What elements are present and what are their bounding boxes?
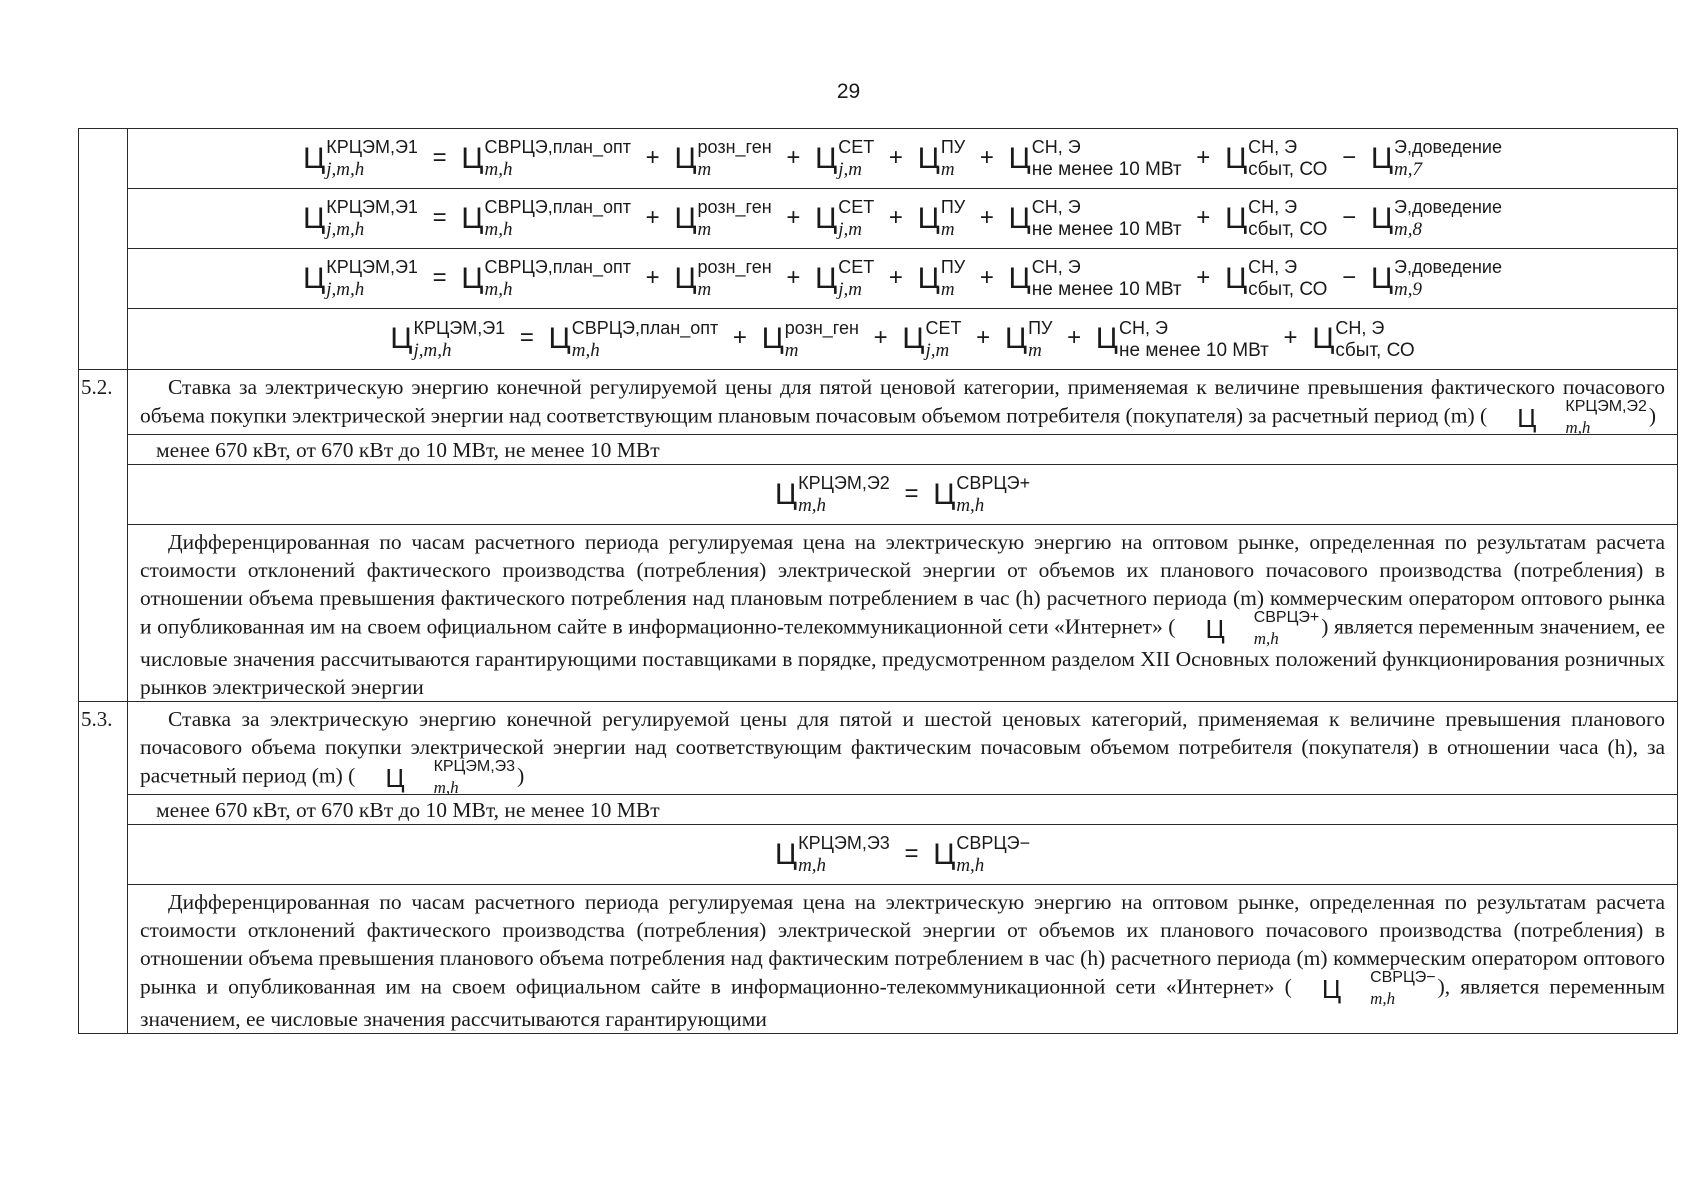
section-5-3-formula-row	[79, 825, 1678, 885]
formula-e1-m7: Ц КРЦЭМ,Э1 j,m,h = Ц СВРЦЭ,план_опт m,h + Ц розн_ген m + Ц СЕТ j,m + Ц ПУ m + Ц СН, Э не менее 10 МВт + Ц СН, Э сбыт, СО − Ц Э,доведение m,7	[128, 129, 1678, 189]
tariff-table	[78, 128, 1678, 1034]
formula-e3: Ц КРЦЭМ,Э3 m,h = Ц СВРЦЭ− m,h	[128, 825, 1678, 885]
section-5-3-category-row	[79, 795, 1678, 825]
formula-e2: Ц КРЦЭМ,Э2 m,h = Ц СВРЦЭ+ m,h	[128, 465, 1678, 525]
section-5-2-intro: Ставка за электрическую энергию конечной регулируемой цены для пятой ценовой категории, применяемая к величине превышения фактического почасового объема покупки электрической энергии над соответствующим плановым почасовым объемом потребителя (покупателя) за расчетный период (m) ( Ц КРЦЭМ,Э2 m,h )	[128, 370, 1678, 435]
section-5-3-description: Дифференцированная по часам расчетного периода регулируемая цена на электрическую энергию на оптовом рынке, определенная по результатам расчета стоимости отклонений фактического производства (потребления) электрической энергии от объемов их планового почасового производства (потребления) в отношении объема превышения планового объема потребления над фактическим потреблением в час (h) расчетного периода (m) коммерческим оператором оптового рынка и опубликованная им на своем официальном сайте в информационно-телекоммуникационной сети «Интернет» ( Ц СВРЦЭ− m,h ), является переменным значением, ее числовые значения рассчитываются гарантирующими	[128, 885, 1678, 1034]
section-number: 5.3.	[79, 702, 128, 1034]
category-label: менее 670 кВт, от 670 кВт до 10 МВт, не менее 10 МВт	[128, 435, 1678, 465]
formula-row-4	[79, 309, 1678, 370]
section-5-2-desc-row	[79, 525, 1678, 702]
formula-row-2	[79, 189, 1678, 249]
formula-row-1	[79, 129, 1678, 189]
formula-e1-base: Ц КРЦЭМ,Э1 j,m,h = Ц СВРЦЭ,план_опт m,h + Ц розн_ген m + Ц СЕТ j,m + Ц ПУ m + Ц СН, Э не менее 10 МВт + Ц СН, Э сбыт, СО	[128, 309, 1678, 370]
page-number: 29	[836, 80, 861, 103]
formula-row-3	[79, 249, 1678, 309]
section-5-3-desc-row	[79, 885, 1678, 1034]
section-5-2-category-row	[79, 435, 1678, 465]
section-5-3-intro: Ставка за электрическую энергию конечной регулируемой цены для пятой и шестой ценовых категорий, применяемая к величине превышения планового почасового объема покупки электрической энергии над соответствующим фактическим почасовым объемом потребителя (покупателя) в отношении часа (h), за расчетный период (m) ( Ц КРЦЭМ,Э3 m,h )	[128, 702, 1678, 795]
section-5-2-description: Дифференцированная по часам расчетного периода регулируемая цена на электрическую энергию на оптовом рынке, определенная по результатам расчета стоимости отклонений фактического производства (потребления) электрической энергии от объемов их планового почасового производства (потребления) в отношении объема превышения фактического потребления над плановым потреблением в час (h) расчетного периода (m) коммерческим оператором оптового рынка и опубликованная им на своем официальном сайте в информационно-телекоммуникационной сети «Интернет» ( Ц СВРЦЭ+ m,h ) является переменным значением, ее числовые значения рассчитываются гарантирующими поставщиками в порядке, предусмотренном разделом XII Основных положений функционирования розничных рынков электрической энергии	[128, 525, 1678, 702]
section-5-3-intro-row	[79, 702, 1678, 795]
section-number: 5.2.	[79, 370, 128, 702]
section-5-2-formula-row	[79, 465, 1678, 525]
category-label: менее 670 кВт, от 670 кВт до 10 МВт, не менее 10 МВт	[128, 795, 1678, 825]
formula-e1-m9: Ц КРЦЭМ,Э1 j,m,h = Ц СВРЦЭ,план_опт m,h + Ц розн_ген m + Ц СЕТ j,m + Ц ПУ m + Ц СН, Э не менее 10 МВт + Ц СН, Э сбыт, СО − Ц Э,доведение m,9	[128, 249, 1678, 309]
formula-e1-m8: Ц КРЦЭМ,Э1 j,m,h = Ц СВРЦЭ,план_опт m,h + Ц розн_ген m + Ц СЕТ j,m + Ц ПУ m + Ц СН, Э не менее 10 МВт + Ц СН, Э сбыт, СО − Ц Э,доведение m,8	[128, 189, 1678, 249]
number-cell-empty	[79, 129, 128, 370]
section-5-2-intro-row	[79, 370, 1678, 435]
